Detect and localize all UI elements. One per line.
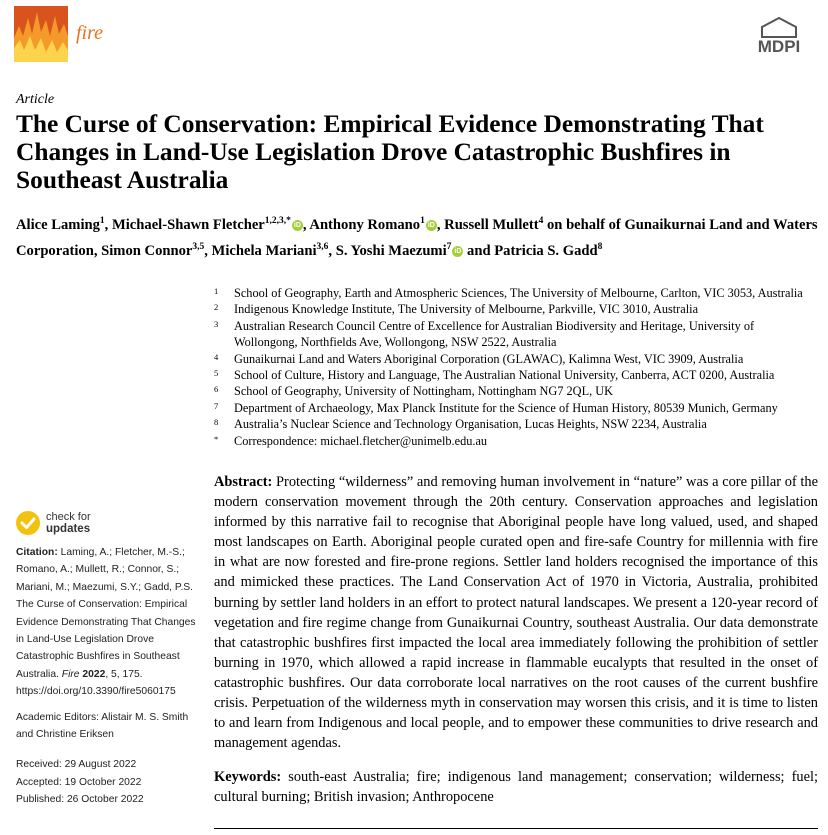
author-separator: on behalf of Gunaikurnai Land and Waters Corporation, [16, 216, 818, 259]
author-affiliation-marker: 7 [446, 241, 452, 252]
keywords-label: Keywords: [214, 769, 282, 785]
keywords-text: south-east Australia; fire; indigenous land management; conservation; wilderness; fuel; cultural burning; British invasion; Anthropocene [214, 769, 818, 806]
author-name[interactable]: Michael-Shawn Fletcher [111, 216, 265, 233]
affiliation-text: School of Geography, University of Nottingham, Nottingham NG7 2QL, UK [234, 384, 613, 399]
citation-sidebar [16, 544, 202, 809]
affiliation-number: 7 [214, 400, 219, 411]
received-date: Received: 29 August 2022 [16, 759, 137, 771]
affiliation-number: 5 [214, 368, 219, 379]
author-name[interactable]: Russell Mullett [444, 216, 539, 233]
affiliation-number: 3 [214, 318, 219, 329]
author-affiliation-marker: 1,2,3,* [264, 216, 291, 226]
affiliation-item [214, 400, 820, 416]
affiliation-item [214, 351, 820, 367]
affiliation-item [214, 301, 820, 317]
abstract-text: Protecting “wilderness” and removing human involvement in “nature” was a core pillar of the modern conservation movement through the 20th century. Conservation approaches and legislation informed by this narrative fail to recognise that Aboriginal people have long valued, used, and shaped most landscapes on Earth. Aboriginal people curated open and fire-safe Country for millennia with fire in what are now forested and fire-prone regions. Settler land holders recognised the importance of this and mimicked these practices. The Land Conservation Act of 1970 in Victoria, Australia, prohibited burning by settler land holders in an effort to protect natural landscapes. We present a 120-year record of vegetation and fire regime change from Gunaikurnai Country, southeast Australia. Our data demonstrate that catastrophic bushfires first impacted the local area immediately following the prohibition of settler burning in 1970, which allowed a rapid increase in flammable eucalypts that resulted in the onset of catastrophic bushfires. Our data corroborate local narratives on the root causes of the current bushfire crisis. Perpetuation of the wilderness myth in conservation may worsen this crisis, and it is time to listen to and learn from Indigenous and local people, and to empower these communities to drive research and management agendas. [214, 474, 818, 752]
fire-journal-logo [14, 6, 68, 62]
publisher-name: MDPI [757, 37, 801, 56]
orcid-icon[interactable]: iD [454, 247, 462, 255]
journal-name: fire [76, 22, 104, 44]
author-affiliation-marker: 1 [99, 216, 105, 226]
article-title: The Curse of Conservation: Empirical Evidence Demonstrating That Changes in Land-Use Legislation Drove Catastrophic Bushfires in Southeast Australia [16, 110, 764, 194]
affiliation-text: Correspondence: michael.fletcher@unimelb.edu.au [234, 433, 488, 448]
citation: Citation: Laming, A.; Fletcher, M.-S.; Romano, A.; Mullett, R.; Connor, S.; Mariani, M.; Maezumi, S.Y.; Gadd, P.S. The Curse of Conservation: Empirical Evidence Demonstrating That Changes in Land-Use Legislation Drove Catastrophic Bushfires in Southeast Australia. Fire 2022, 5, 175. https://doi.org/10.3390/fire5060175 [16, 547, 196, 698]
affiliation-item [214, 383, 820, 399]
affiliation-number: 6 [214, 384, 219, 395]
affiliation-number: * [214, 433, 219, 444]
affiliation-text: School of Culture, History and Language, The Australian National University, Canberra, ACT 0200, Australia [234, 368, 775, 383]
author-name[interactable]: Michela Mariani [211, 242, 317, 259]
orcid-icon[interactable]: iD [427, 222, 435, 230]
affiliation-item [214, 416, 820, 432]
author-separator: , [204, 242, 212, 259]
author-name[interactable]: Patricia S. Gadd [494, 242, 598, 259]
author-affiliation-marker: 3,5 [192, 241, 205, 252]
accepted-date: Accepted: 19 October 2022 [16, 776, 142, 788]
orcid-icon[interactable]: iD [293, 222, 301, 230]
author-separator: , [328, 242, 336, 259]
check-updates-icon [16, 511, 40, 535]
author-name[interactable]: Alice Laming [16, 216, 100, 233]
affiliation-item [214, 367, 820, 383]
author-name[interactable]: Anthony Romano [309, 216, 421, 233]
keywords [214, 767, 818, 807]
author-affiliation-marker: 3,6 [316, 241, 329, 252]
affiliation-item [214, 285, 820, 301]
author-separator: , [104, 216, 112, 233]
author-separator: and [463, 242, 495, 259]
abstract-label: Abstract: [214, 474, 273, 490]
affiliation-text: School of Geography, Earth and Atmospheric Sciences, The University of Melbourne, Carlton, VIC 3053, Australia [234, 286, 803, 300]
author-separator: , [302, 216, 310, 233]
check-updates-line1: check for [46, 511, 91, 523]
citation-doi[interactable]: , 5, 175. https://doi.org/10.3390/fire5060175 [16, 668, 176, 698]
author-affiliation-marker: 8 [597, 241, 603, 252]
divider [214, 828, 818, 829]
published-date: Published: 26 October 2022 [16, 794, 144, 806]
affiliation-text: Indigenous Knowledge Institute, The University of Melbourne, Parkville, VIC 3010, Australia [234, 302, 699, 317]
affiliation-text: Department of Archaeology, Max Planck Institute for the Science of Human History, 80539 Munich, Germany [234, 400, 778, 415]
affiliations [214, 285, 820, 449]
affiliation-text: Australia’s Nuclear Science and Technology Organisation, Lucas Heights, NSW 2234, Australia [234, 417, 707, 432]
author-list [16, 210, 820, 262]
author-affiliation-marker: 4 [538, 216, 544, 226]
affiliation-number: 8 [214, 417, 219, 428]
affiliation-item [214, 318, 820, 351]
check-updates-line2: updates [46, 523, 91, 535]
abstract [214, 472, 818, 753]
affiliation-number: 4 [214, 351, 219, 362]
mdpi-logo [748, 16, 810, 56]
affiliation-number: 1 [214, 286, 219, 296]
author-name[interactable]: S. Yoshi Maezumi [335, 242, 447, 259]
academic-editors: Academic Editors: Alistair M. S. Smith and Christine Eriksen [16, 711, 189, 741]
affiliation-text: Australian Research Council Centre of Excellence for Australian Biodiversity and Heritage, University of Wollongong, Northfields Ave, Wollongong, NSW 2522, Australia [234, 318, 755, 350]
affiliation-text: Gunaikurnai Land and Waters Aboriginal Corporation (GLAWAC), Kalimna West, VIC 3909, Australia [234, 351, 744, 366]
article-type: Article [16, 92, 55, 107]
author-name[interactable]: Simon Connor [101, 242, 193, 259]
affiliation-number: 2 [214, 302, 219, 313]
author-affiliation-marker: 1 [420, 216, 425, 226]
author-separator: , [436, 216, 445, 233]
check-for-updates-button[interactable] [16, 509, 126, 537]
affiliation-item [214, 433, 820, 449]
